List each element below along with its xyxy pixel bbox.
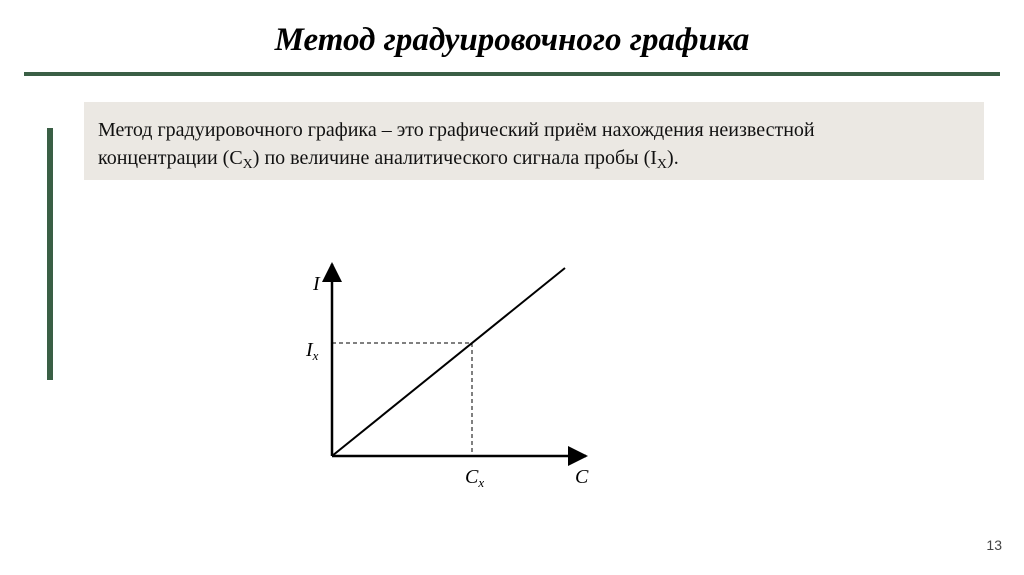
definition-text-part: концентрации (C — [98, 147, 243, 169]
slide-title: Метод градуировочного графика — [274, 22, 750, 58]
cx-label — [465, 466, 484, 490]
page-number: 13 — [986, 537, 1002, 553]
x-axis-label: C — [575, 466, 589, 488]
ix-subscript: X — [656, 157, 668, 172]
ix-label — [305, 339, 319, 363]
definition-text-part: ) по величине аналитического сигнала пробы (I — [252, 147, 657, 169]
cx-label-sub: x — [478, 475, 485, 490]
ix-label-sub: x — [312, 348, 319, 363]
cx-subscript: X — [242, 157, 253, 172]
definition-line-1: Метод градуировочного графика – это графический приём нахождения неизвестной — [98, 119, 815, 141]
cx-label-main: C — [465, 466, 479, 488]
y-axis-label: I — [313, 273, 320, 295]
ix-label-main: I — [306, 339, 313, 361]
calibration-line — [332, 268, 565, 456]
definition-text-part: ). — [667, 147, 679, 169]
